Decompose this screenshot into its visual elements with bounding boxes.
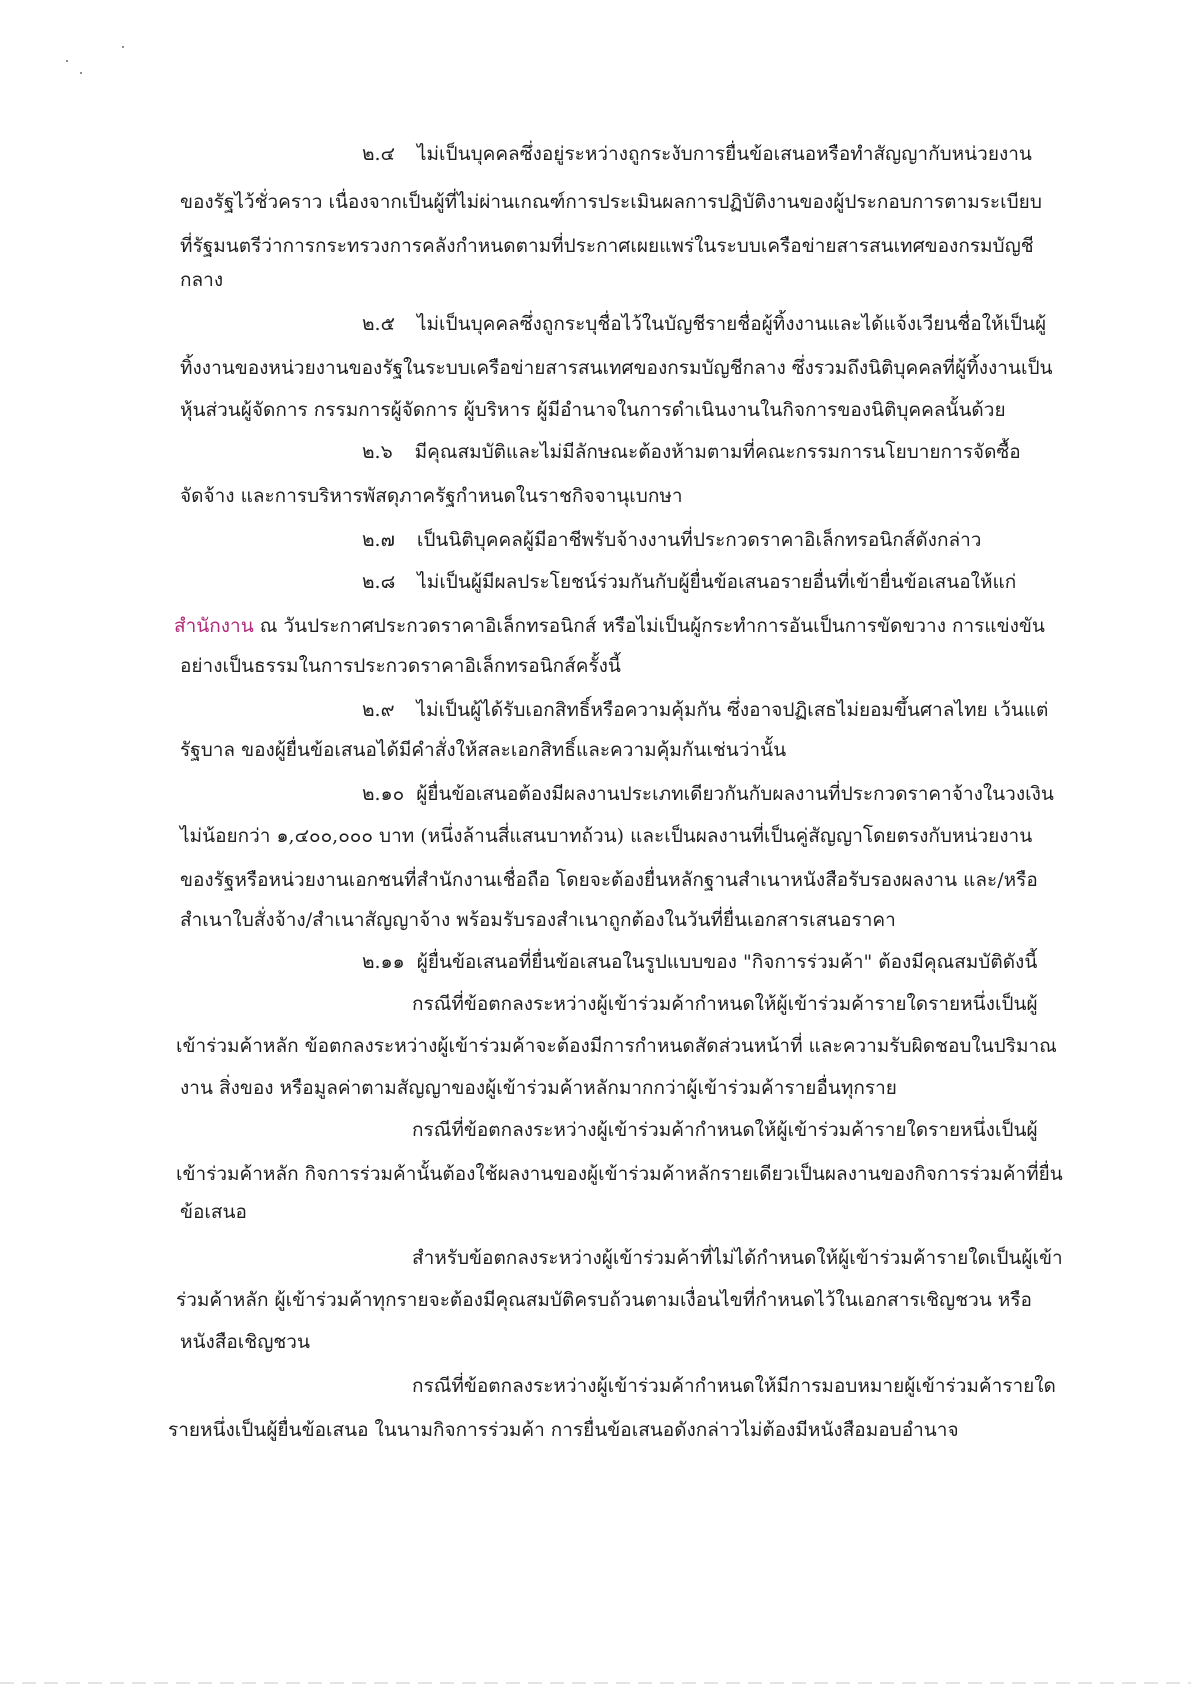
clause-text: มีคุณสมบัติและไม่มีลักษณะต้องห้ามตามที่คณะกรรมการนโยบายการจัดซื้อ bbox=[414, 441, 1021, 463]
clause-number: ๒.๗ bbox=[362, 529, 395, 551]
joint-venture-paragraph-line: หนังสือเชิญชวน bbox=[180, 1331, 310, 1353]
clause-text: ไม่เป็นผู้ได้รับเอกสิทธิ์หรือความคุ้มกัน ซึ่งอาจปฏิเสธไม่ยอมขึ้นศาลไทย เว้นแต่ bbox=[416, 699, 1049, 721]
clause-text-line: สำเนาใบสั่งจ้าง/สำเนาสัญญาจ้าง พร้อมรับรองสำเนาถูกต้องในวันที่ยื่นเอกสารเสนอราคา bbox=[180, 909, 896, 931]
clause-text: ไม่เป็นผู้มีผลประโยชน์ร่วมกันกับผู้ยื่นข้อเสนอรายอื่นที่เข้ายื่นข้อเสนอให้แก่ bbox=[417, 571, 1017, 593]
clause-text: เป็นนิติบุคคลผู้มีอาชีพรับจ้างงานที่ประกวดราคาอิเล็กทรอนิกส์ดังกล่าว bbox=[416, 529, 982, 551]
clause-number: ๒.๑๑ bbox=[362, 951, 405, 973]
clause-2-8-first-line bbox=[362, 573, 1016, 592]
joint-venture-paragraph-line: รายหนึ่งเป็นผู้ยื่นข้อเสนอ ในนามกิจการร่วมค้า การยื่นข้อเสนอดังกล่าวไม่ต้องมีหนังสือมอบอำนาจ bbox=[168, 1419, 959, 1441]
scan-speck bbox=[122, 46, 124, 48]
clause-text-line: ที่รัฐมนตรีว่าการกระทรวงการคลังกำหนดตามที่ประกาศเผยแพร่ในระบบเครือข่ายสารสนเทศของกรมบัญชี bbox=[180, 235, 1034, 257]
clause-text-line: หุ้นส่วนผู้จัดการ กรรมการผู้จัดการ ผู้บริหาร ผู้มีอำนาจในการดำเนินงานในกิจการของนิติบุคคลนั้นด้วย bbox=[180, 399, 1006, 421]
joint-venture-paragraph-line: กรณีที่ข้อตกลงระหว่างผู้เข้าร่วมค้ากำหนดให้ผู้เข้าร่วมค้ารายใดรายหนึ่งเป็นผู้ bbox=[412, 993, 1038, 1015]
clause-2-11-first-line bbox=[362, 953, 1037, 972]
clause-text-line: ของรัฐไว้ชั่วคราว เนื่องจากเป็นผู้ที่ไม่ผ่านเกณฑ์การประเมินผลการปฏิบัติงานของผู้ประกอบการตามระเบียบ bbox=[180, 191, 1042, 213]
clause-text-line: กลาง bbox=[180, 269, 224, 291]
clause-text-line: จัดจ้าง และการบริหารพัสดุภาครัฐกำหนดในราชกิจจานุเบกษา bbox=[180, 485, 683, 507]
joint-venture-paragraph-line: สำหรับข้อตกลงระหว่างผู้เข้าร่วมค้าที่ไม่ได้กำหนดให้ผู้เข้าร่วมค้ารายใดเป็นผู้เข้า bbox=[412, 1247, 1063, 1269]
clause-text: ณ วันประกาศประกวดราคาอิเล็กทรอนิกส์ หรือไม่เป็นผู้กระทำการอันเป็นการขัดขวาง การแข่งขัน bbox=[259, 615, 1045, 637]
joint-venture-paragraph-line: ร่วมค้าหลัก ผู้เข้าร่วมค้าทุกรายจะต้องมีคุณสมบัติครบถ้วนตามเงื่อนไขที่กำหนดไว้ในเอกสารเชิญชวน หรือ bbox=[176, 1289, 1032, 1311]
scan-speck bbox=[66, 60, 68, 62]
clause-number: ๒.๑๐ bbox=[362, 783, 405, 805]
clause-text-line: รัฐบาล ของผู้ยื่นข้อเสนอได้มีคำสั่งให้สละเอกสิทธิ์และความคุ้มกันเช่นว่านั้น bbox=[180, 739, 787, 761]
joint-venture-paragraph-line: เข้าร่วมค้าหลัก ข้อตกลงระหว่างผู้เข้าร่วมค้าจะต้องมีการกำหนดสัดส่วนหน้าที่ และความรับผิดชอบในปริมาณ bbox=[176, 1035, 1057, 1057]
highlighted-office-term: สำนักงาน bbox=[174, 615, 254, 637]
clause-2-4-first-line bbox=[362, 145, 1032, 164]
clause-number: ๒.๖ bbox=[362, 441, 393, 463]
clause-text: ไม่เป็นบุคคลซึ่งถูกระบุชื่อไว้ในบัญชีรายชื่อผู้ทิ้งงานและได้แจ้งเวียนชื่อให้เป็นผู้ bbox=[416, 313, 1047, 335]
clause-2-10-first-line bbox=[362, 785, 1054, 804]
joint-venture-paragraph-line: กรณีที่ข้อตกลงระหว่างผู้เข้าร่วมค้ากำหนดให้มีการมอบหมายผู้เข้าร่วมค้ารายใด bbox=[412, 1375, 1056, 1397]
clause-text-line: ไม่น้อยกว่า ๑,๔๐๐,๐๐๐ บาท (หนึ่งล้านสี่แสนบาทถ้วน) และเป็นผลงานที่เป็นคู่สัญญาโดยตรงกับหน่วยงาน bbox=[180, 825, 1033, 847]
clause-2-6-first-line bbox=[362, 443, 1021, 462]
clause-text-line: ของรัฐหรือหน่วยงานเอกชนที่สำนักงานเชื่อถือ โดยจะต้องยื่นหลักฐานสำเนาหนังสือรับรองผลงาน และ/หรือ bbox=[180, 869, 1038, 891]
joint-venture-paragraph-line: งาน สิ่งของ หรือมูลค่าตามสัญญาของผู้เข้าร่วมค้าหลักมากกว่าผู้เข้าร่วมค้ารายอื่นทุกราย bbox=[180, 1077, 897, 1099]
clause-text-line bbox=[174, 617, 1045, 636]
clause-2-7-first-line bbox=[362, 531, 981, 550]
clause-2-5-first-line bbox=[362, 315, 1046, 334]
clause-text: ไม่เป็นบุคคลซึ่งอยู่ระหว่างถูกระงับการยื่นข้อเสนอหรือทำสัญญากับหน่วยงาน bbox=[416, 143, 1032, 165]
scan-speck bbox=[80, 72, 82, 74]
clause-2-9-first-line bbox=[362, 701, 1048, 720]
clause-number: ๒.๙ bbox=[362, 699, 395, 721]
clause-number: ๒.๔ bbox=[362, 143, 395, 165]
joint-venture-paragraph-line: เข้าร่วมค้าหลัก กิจการร่วมค้านั้นต้องใช้ผลงานของผู้เข้าร่วมค้าหลักรายเดียวเป็นผลงานของกิจการร่วมค้าที่ยื่น bbox=[176, 1163, 1063, 1185]
joint-venture-paragraph-line: ข้อเสนอ bbox=[180, 1201, 247, 1223]
clause-text-line: อย่างเป็นธรรมในการประกวดราคาอิเล็กทรอนิกส์ครั้งนี้ bbox=[180, 655, 621, 677]
clause-number: ๒.๕ bbox=[362, 313, 395, 335]
joint-venture-paragraph-line: กรณีที่ข้อตกลงระหว่างผู้เข้าร่วมค้ากำหนดให้ผู้เข้าร่วมค้ารายใดรายหนึ่งเป็นผู้ bbox=[412, 1119, 1038, 1141]
clause-text: ผู้ยื่นข้อเสนอที่ยื่นข้อเสนอในรูปแบบของ "กิจการร่วมค้า" ต้องมีคุณสมบัติดังนี้ bbox=[416, 951, 1038, 973]
clause-number: ๒.๘ bbox=[362, 571, 396, 593]
clause-text-line: ทิ้งงานของหน่วยงานของรัฐในระบบเครือข่ายสารสนเทศของกรมบัญชีกลาง ซึ่งรวมถึงนิติบุคคลที่ผู้ทิ้งงานเป็น bbox=[180, 357, 1053, 379]
clause-text: ผู้ยื่นข้อเสนอต้องมีผลงานประเภทเดียวกันกับผลงานที่ประกวดราคาจ้างในวงเงิน bbox=[416, 783, 1054, 805]
